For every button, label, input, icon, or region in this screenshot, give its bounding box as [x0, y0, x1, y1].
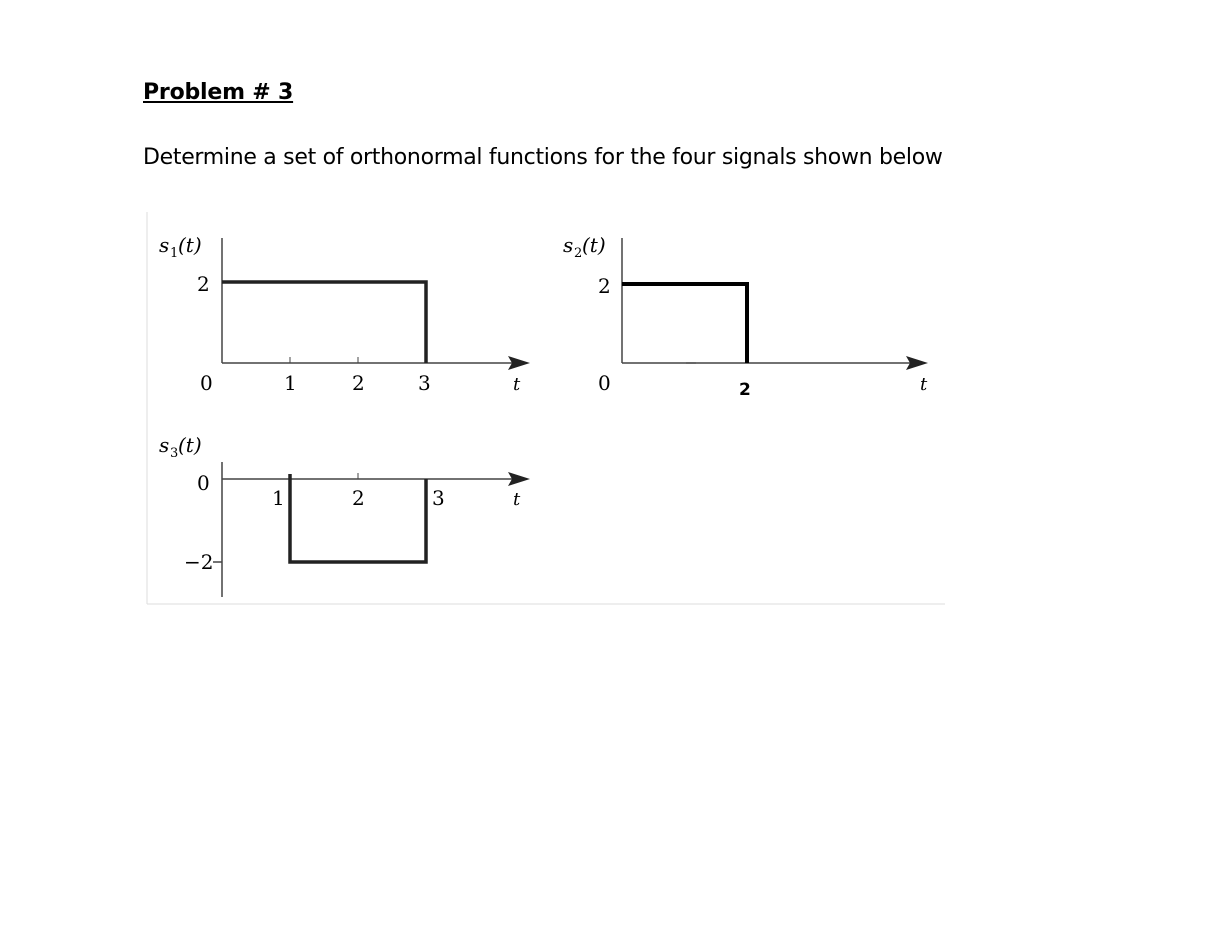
- s2-label-arg: (t): [582, 233, 606, 257]
- s2-pulse: [622, 284, 747, 363]
- s1-origin-label: 0: [200, 371, 213, 395]
- plot-s1: [159, 233, 530, 395]
- s2-axis-t: t: [920, 374, 928, 395]
- s1-pulse: [222, 282, 426, 363]
- s2-y-tick-2: 2: [598, 274, 611, 298]
- s3-x-tick-3: 3: [432, 486, 445, 510]
- s2-origin-label: 0: [598, 371, 611, 395]
- s1-x-tick-3: 3: [418, 371, 431, 395]
- s2-label-subscript: 2: [574, 246, 583, 261]
- s3-x-tick-1: 1: [272, 486, 285, 510]
- s1-label-arg: (t): [178, 233, 202, 257]
- problem-heading: Problem # 3: [143, 80, 294, 105]
- s3-x-tick-2: 2: [352, 486, 365, 510]
- s1-x-tick-1: 1: [284, 371, 297, 395]
- s3-label-arg: (t): [178, 433, 202, 457]
- s3-neg-tick-label: −2: [184, 550, 214, 574]
- s1-axis-t: t: [513, 374, 521, 395]
- problem-statement: Determine a set of orthonormal functions for the four signals shown below: [143, 145, 943, 170]
- s1-label-base: s: [159, 233, 170, 257]
- s2-x-tick-2: 2: [739, 380, 751, 400]
- s1-y-tick-2: 2: [197, 272, 210, 296]
- s2-label-base: s: [563, 233, 574, 257]
- s1-x-tick-2: 2: [352, 371, 365, 395]
- s3-axis-t: t: [513, 489, 521, 510]
- plot-s3: [159, 433, 530, 597]
- s3-zero-tick: 0: [197, 471, 210, 495]
- s1-label-subscript: 1: [170, 246, 179, 261]
- s3-label-subscript: 3: [170, 446, 179, 461]
- plot-s2: [563, 233, 928, 400]
- s3-label-base: s: [159, 433, 170, 457]
